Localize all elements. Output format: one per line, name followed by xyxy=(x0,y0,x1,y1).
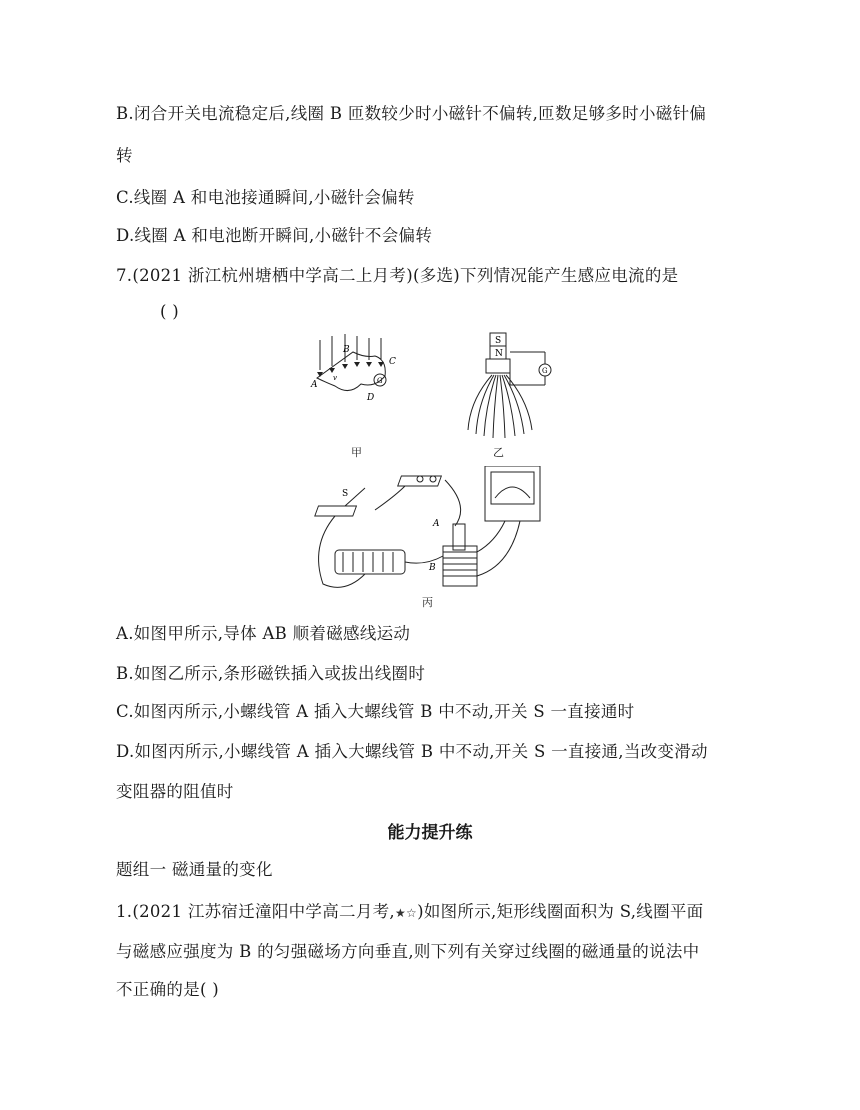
q1-suffix: )如图所示,矩形线圈面积为 S,线圈平面 xyxy=(417,902,704,921)
fig-jia-label-c: C xyxy=(389,357,396,367)
question-1-line-3: 不正确的是( ) xyxy=(116,980,220,999)
fig-bing-caption: 丙 xyxy=(422,596,433,609)
figure-bing xyxy=(305,466,555,596)
fig-yi-n-pole: N xyxy=(495,349,503,359)
fig-jia-caption: 甲 xyxy=(351,446,362,459)
section-title: 能力提升练 xyxy=(387,823,473,843)
option-b-continuation: 转 xyxy=(116,146,133,165)
fig-yi-s-pole: S xyxy=(495,336,502,346)
choice-c: C.如图丙所示,小螺线管 A 插入大螺线管 B 中不动,开关 S 一直接通时 xyxy=(116,702,635,721)
question-1-line-1 xyxy=(116,898,703,922)
option-c-line: C.线圈 A 和电池接通瞬间,小磁针会偏转 xyxy=(116,188,415,207)
choice-a: A.如图甲所示,导体 AB 顺着磁感线运动 xyxy=(116,624,411,643)
fig-jia-label-a: A xyxy=(311,380,318,390)
fig-bing-switch-s: S xyxy=(342,489,349,499)
fig-bing-coil-b: B xyxy=(429,563,436,573)
star-difficulty-icon: ★☆ xyxy=(394,906,418,920)
question-1-line-2: 与磁感应强度为 B 的匀强磁场方向垂直,则下列有关穿过线圈的磁通量的说法中 xyxy=(116,942,700,961)
q1-prefix: 1.(2021 江苏宿迁潼阳中学高二月考, xyxy=(116,902,395,921)
question-7-answer-paren: ( ) xyxy=(160,302,180,321)
option-b-line: B.闭合开关电流稳定后,线圈 B 匝数较少时小磁针不偏转,匝数足够多时小磁针偏 xyxy=(116,104,707,123)
figure-yi xyxy=(460,330,560,445)
fig-yi-galvanometer-g: G xyxy=(542,367,548,375)
question-7-stem: 7.(2021 浙江杭州塘栖中学高二上月考)(多选)下列情况能产生感应电流的是 xyxy=(116,266,679,285)
fig-jia-label-v: v xyxy=(333,374,337,382)
choice-d-continuation: 变阻器的阻值时 xyxy=(116,782,234,801)
figure-jia xyxy=(305,330,405,410)
fig-bing-coil-a: A xyxy=(433,519,440,529)
option-d-line: D.线圈 A 和电池断开瞬间,小磁针不会偏转 xyxy=(116,226,433,245)
choice-d: D.如图丙所示,小螺线管 A 插入大螺线管 B 中不动,开关 S 一直接通,当改变滑动 xyxy=(116,742,708,761)
group-heading: 题组一 磁通量的变化 xyxy=(116,860,273,879)
fig-yi-caption: 乙 xyxy=(493,446,504,459)
fig-jia-label-d: D xyxy=(367,393,375,403)
fig-jia-label-b: B xyxy=(343,345,350,355)
choice-b: B.如图乙所示,条形磁铁插入或拔出线圈时 xyxy=(116,664,426,683)
fig-jia-galvanometer-g: G xyxy=(377,377,383,385)
